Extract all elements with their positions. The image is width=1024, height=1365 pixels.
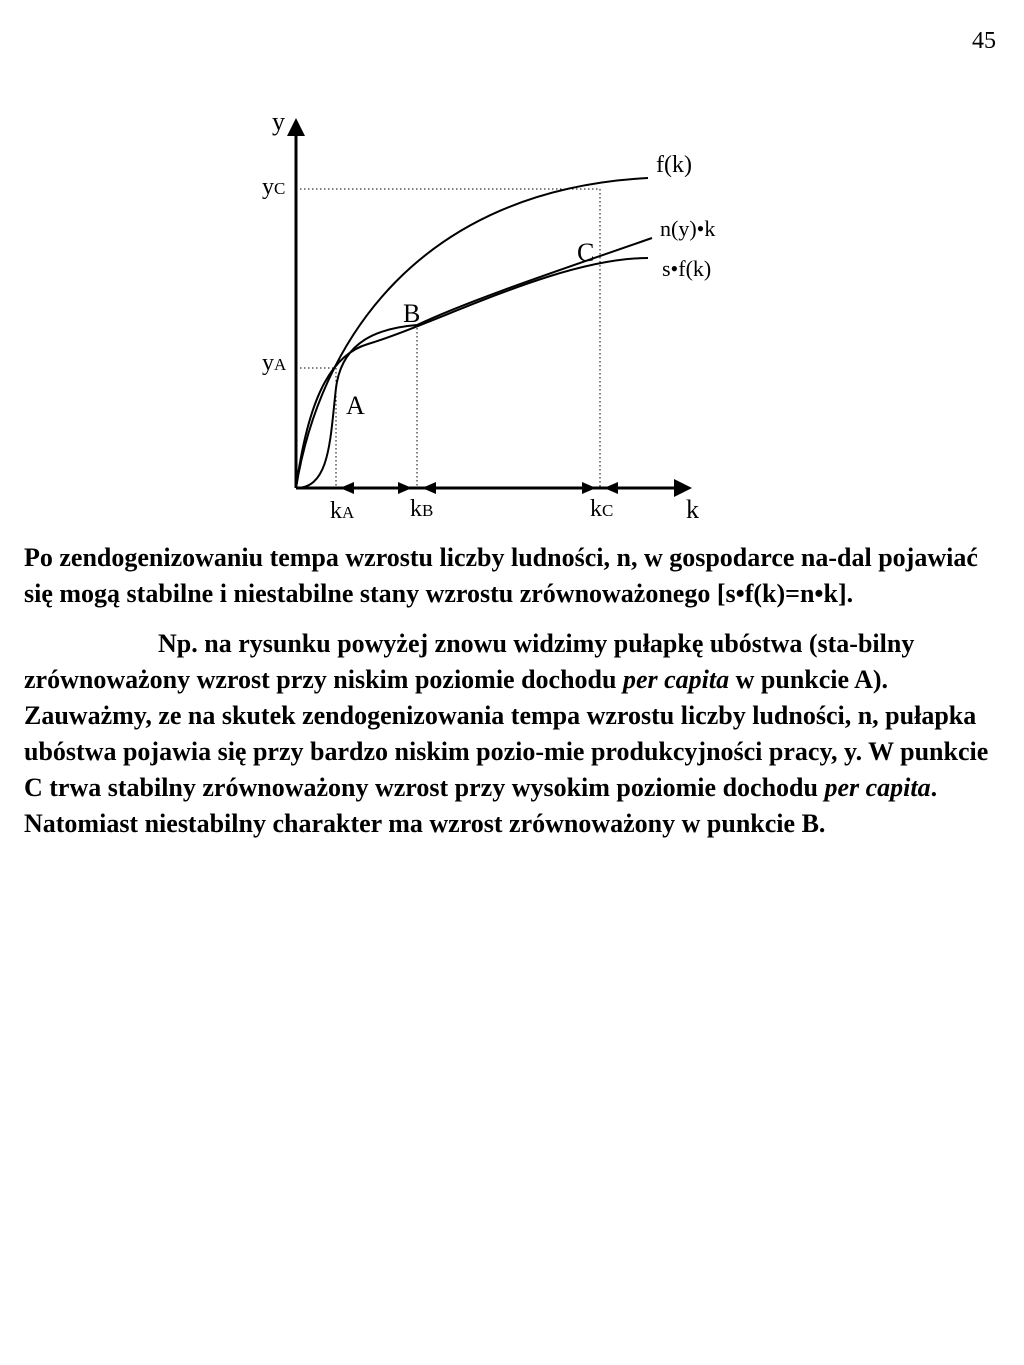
growth-diagram bbox=[0, 0, 1024, 540]
curve-s-f-k bbox=[296, 258, 648, 488]
k-c-label: kC bbox=[590, 496, 614, 522]
curve-f-k bbox=[296, 178, 648, 488]
curve-n-y-k bbox=[296, 238, 652, 488]
paragraph-1: Po zendogenizowaniu tempa wzrostu liczby ludności, n, w gospodarce na-dal pojawiać się mogą stabilne i niestabilne stany wzrostu zrównoważonego [s•f(k)=n•k]. bbox=[24, 543, 978, 608]
y-axis-arrow-icon bbox=[287, 118, 305, 136]
paragraph-2: Np. na rysunku powyżej znowu widzimy pułapkę ubóstwa (sta-bilny zrównoważony wzrost przy niskim poziomie dochodu per capita w punkcie A). Zauważmy, ze na skutek zendogenizowania tempa wzrostu liczby ludności, n, pułapka ubóstwa pojawia się przy bardzo niskim pozio-mie produkcyjności pracy, y. W punkcie C trwa stabilny zrównoważony wzrost przy wysokim poziomie dochodu per capita. Natomiast niestabilny charakter ma wzrost zrównoważony w punkcie B. bbox=[24, 629, 989, 838]
y-a-label: yA bbox=[262, 350, 287, 376]
k-b-label: kB bbox=[410, 496, 434, 522]
point-c-label: C bbox=[577, 238, 595, 267]
arrow-left-icon bbox=[604, 482, 618, 494]
curve-f-label: f(k) bbox=[656, 152, 692, 178]
arrow-right-icon bbox=[582, 482, 596, 494]
y-c-label: yC bbox=[262, 174, 286, 200]
guide-lines bbox=[296, 189, 600, 488]
arrow-right-icon bbox=[398, 482, 412, 494]
axis-x-label: k bbox=[686, 495, 699, 524]
point-b-label: B bbox=[403, 299, 421, 328]
arrow-left-icon bbox=[422, 482, 436, 494]
arrow-left-icon bbox=[340, 482, 354, 494]
body-text bbox=[24, 540, 1000, 856]
k-a-label: kA bbox=[330, 498, 355, 524]
curve-s-label: s•f(k) bbox=[662, 256, 712, 281]
page-number: 45 bbox=[972, 28, 996, 54]
curve-n-label: n(y)•k bbox=[660, 216, 716, 241]
point-a-label: A bbox=[346, 391, 365, 420]
axis-y-label: y bbox=[272, 107, 285, 136]
